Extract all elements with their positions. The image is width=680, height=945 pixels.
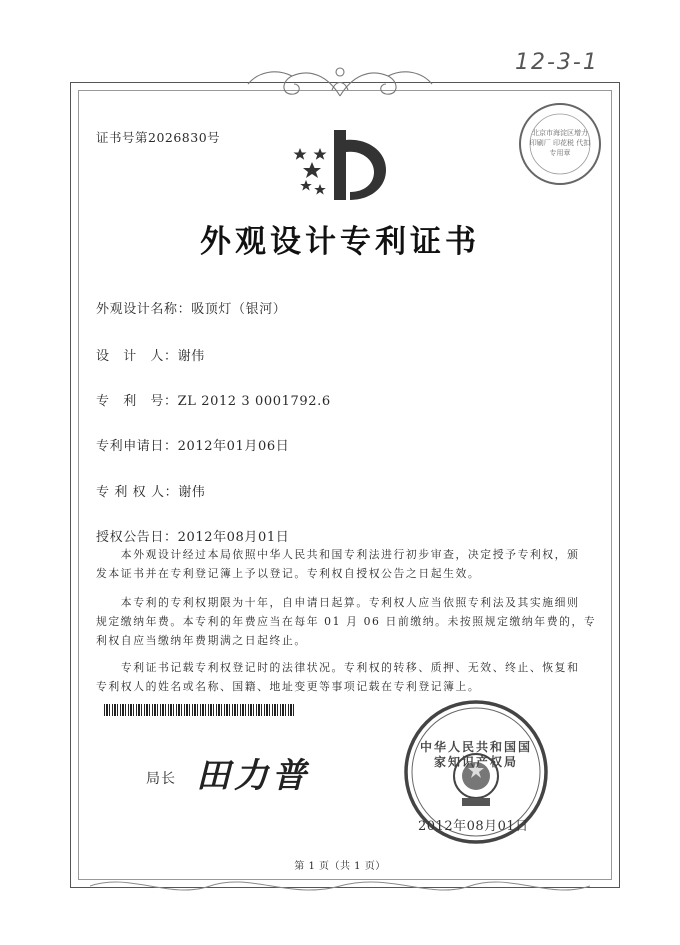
body-line: 本外观设计经过本局依照中华人民共和国专利法进行初步审查，决定授予专利权，颁 [96,548,580,561]
body-line: 规定缴纳年费。本专利的年费应当在每年 01 月 06 日前缴纳。未按照规定缴纳年费的，专 [96,615,597,628]
director-label: 局长 [146,771,176,787]
certificate-title: 外观设计专利证书 [200,224,480,260]
body-line: 发本证书并在专利登记簿上予以登记。专利权自授权公告之日起生效。 [96,567,481,580]
body-line: 本专利的专利权期限为十年，自申请日起算。专利权人应当依照专利法及其实施细则 [96,596,580,609]
patent-number-field: 专 利 号：ZL 2012 3 0001792.6 [96,394,331,409]
designer-field: 设 计 人：谢伟 [96,349,205,364]
design-name-field: 外观设计名称：吸顶灯（银河） [96,302,287,317]
handwritten-note: 12-3-1 [515,50,599,75]
tax-stamp-text: 北京市海淀区增力印刷厂 印花税 代扣专用章 [529,129,591,157]
filing-date-field: 专利申请日：2012年01月06日 [96,439,290,454]
patent-office-emblem [290,126,390,204]
director-signature: 田力普 [196,756,310,796]
grant-date-field: 授权公告日：2012年08月01日 [96,530,290,545]
body-line: 利权自应当缴纳年费期满之日起终止。 [96,634,307,647]
certificate-number: 证书号第2026830号 [96,130,221,145]
patentee-field: 专 利 权 人：谢伟 [96,485,206,500]
bottom-ornament [90,872,590,900]
body-line: 专利权人的姓名或名称、国籍、地址变更等事项记载在专利登记簿上。 [96,680,481,693]
top-ornament [240,62,440,102]
body-line: 专利证书记载专利权登记时的法律状况。专利权的转移、质押、无效、终止、恢复和 [96,661,580,674]
official-seal-text: 中华人民共和国国家知识产权局 [420,740,532,769]
seal-date: 2012年08月01日 [418,819,529,834]
barcode [104,704,294,716]
page-footer: 第 1 页（共 1 页） [294,861,386,872]
